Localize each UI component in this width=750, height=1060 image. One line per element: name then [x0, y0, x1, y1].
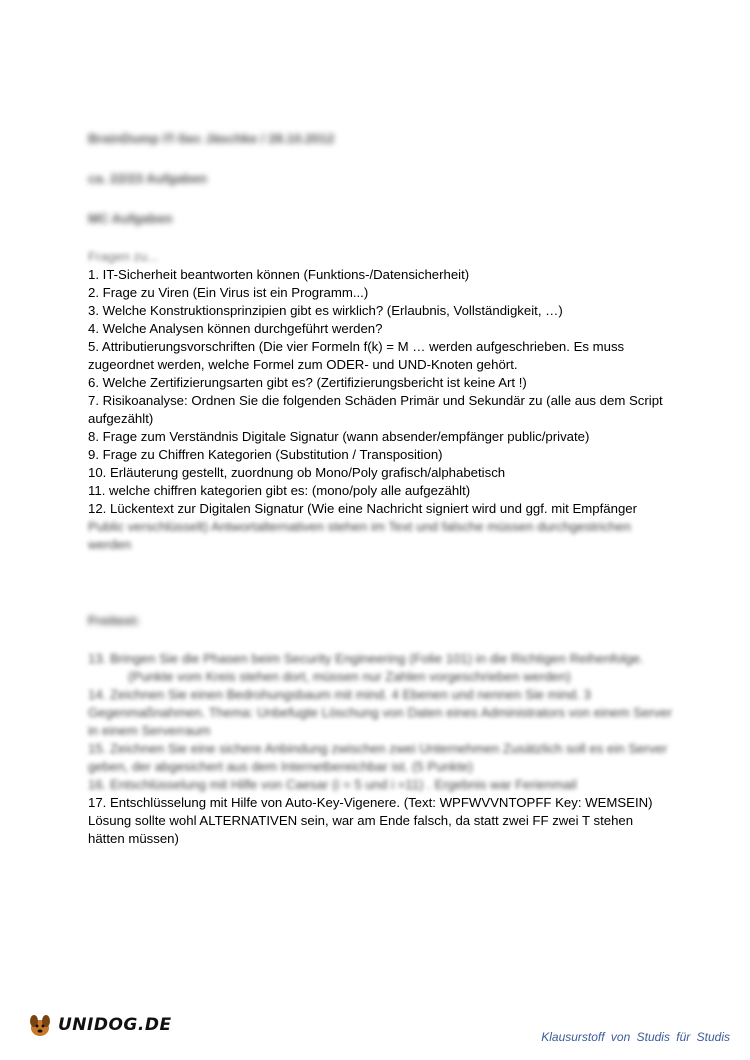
task-count: ca. 22/23 Aufgaben	[88, 171, 207, 186]
mc-item-8: 8. Frage zum Verständnis Digitale Signatur (wann absender/empfänger public/private)	[88, 429, 590, 444]
mc-item-9: 9. Frage zu Chiffren Kategorien (Substitution / Transposition)	[88, 447, 443, 462]
mc-item-12-continuation: Public verschlüsselt) Antwortalternativen stehen im Text und falsche müssen durchgestrichen werden	[88, 519, 631, 552]
mc-item-4: 4. Welche Analysen können durchgeführt werden?	[88, 321, 383, 336]
free-item-15: 15. Zeichnen Sie eine sichere Anbindung zwischen zwei Unternehmen Zusätzlich soll es ein Server geben, der abgesichert aus dem Internetbereichbar ist. (5 Punkte)	[88, 741, 668, 774]
mc-item-10: 10. Erläuterung gestellt, zuordnung ob Mono/Poly grafisch/alphabetisch	[88, 465, 506, 480]
mc-item-3: 3. Welche Konstruktionsprinzipien gibt es wirklich? (Erlaubnis, Vollständigkeit, …)	[88, 303, 563, 318]
free-item-13: 13. Bringen Sie die Phasen beim Security Engineering (Folie 101) in die Richtigen Reihenfolge.	[88, 651, 644, 666]
document-title: BrainDump IT-Sec Jäschke / 28.10.2012	[88, 131, 335, 146]
free-item-13-note: (Punkte vom Kreis stehen dort, müssen nur Zahlen vorgeschrieben werden)	[128, 669, 571, 684]
mc-heading: MC Aufgaben	[88, 211, 173, 226]
free-item-16: 16. Entschlüsselung mit Hilfe von Caesar (i = 5 und i =11) . Ergebnis war Ferienmail	[88, 777, 577, 792]
mc-item-11: 11. welche chiffren kategorien gibt es: (mono/poly alle aufgezählt)	[88, 483, 471, 498]
freitext-heading: Freitext:	[88, 613, 141, 628]
mc-item-2: 2. Frage zu Viren (Ein Virus ist ein Programm...)	[88, 285, 369, 300]
mc-item-12: 12. Lückentext zur Digitalen Signatur (Wie eine Nachricht signiert wird und ggf. mit Empfänger	[88, 501, 638, 516]
mc-item-6: 6. Welche Zertifizierungsarten gibt es? (Zertifizierungsbericht ist keine Art !)	[88, 375, 527, 390]
mc-item-5: 5. Attributierungsvorschriften (Die vier Formeln f(k) = M … werden aufgeschrieben. Es muss zugeordnet werden, welche Formel zum ODER- und UND-Knoten gehört.	[88, 339, 625, 372]
mc-item-1: 1. IT-Sicherheit beantworten können (Funktions-/Datensicherheit)	[88, 267, 470, 282]
mc-intro: Fragen zu...	[88, 249, 159, 264]
mc-item-7: 7. Risikoanalyse: Ordnen Sie die folgenden Schäden Primär und Sekundär zu (alle aus dem Script aufgezählt)	[88, 393, 663, 426]
free-item-17: 17. Entschlüsselung mit Hilfe von Auto-Key-Vigenere. (Text: WPFWVVNTOPFF Key: WEMSEIN) Lösung sollte wohl ALTERNATIVEN sein, war am Ende falsch, da statt zwei FF zwei T stehen hätten müssen)	[88, 795, 653, 846]
footer-tagline: Klausurstoff von Studis für Studis	[541, 1030, 730, 1044]
dog-icon	[26, 1012, 54, 1038]
logo-text: UNIDOG.DE	[58, 1015, 172, 1035]
free-item-14: 14. Zeichnen Sie einen Bedrohungsbaum mit mind. 4 Ebenen und nennen Sie mind. 3 Gegenmaßnahmen. Thema: Unbefugte Löschung von Daten eines Administrators von einem Server in einem Serverraum	[88, 687, 672, 738]
document-content	[88, 130, 673, 848]
site-logo[interactable]	[26, 1012, 172, 1038]
